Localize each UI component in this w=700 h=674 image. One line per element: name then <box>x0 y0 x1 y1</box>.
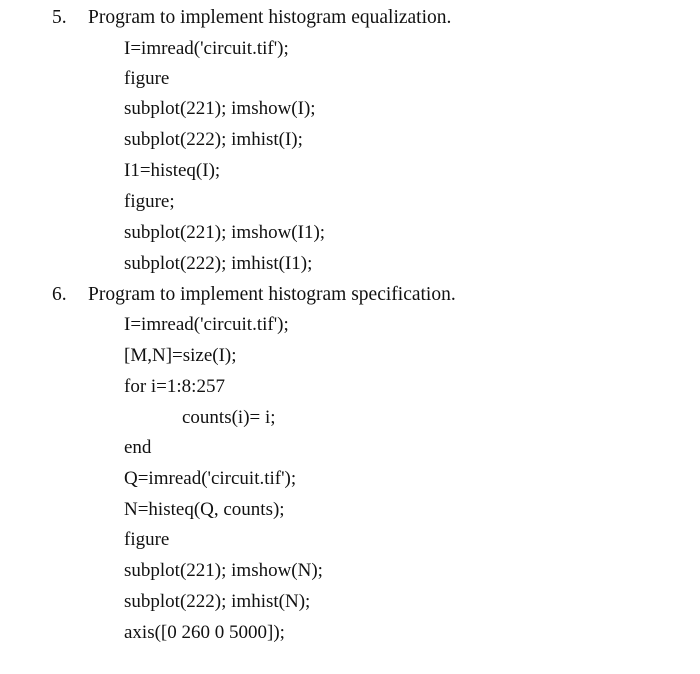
code-line: end <box>124 437 152 458</box>
code-line: I=imread('circuit.tif'); <box>124 38 289 59</box>
code-line: Q=imread('circuit.tif'); <box>124 468 297 489</box>
code-line: I=imread('circuit.tif'); <box>124 314 289 335</box>
section-5-title: Program to implement histogram equalization. <box>88 7 452 28</box>
section-6-number: 6. <box>52 284 67 305</box>
code-line: subplot(221); imshow(I1); <box>124 222 326 243</box>
code-line: figure <box>124 68 170 89</box>
code-line: I1=histeq(I); <box>124 160 221 181</box>
code-line: figure <box>124 529 170 550</box>
code-line: subplot(221); imshow(I); <box>124 98 316 119</box>
code-line: subplot(221); imshow(N); <box>124 560 323 581</box>
code-line: for i=1:8:257 <box>124 376 225 397</box>
code-line: figure; <box>124 191 175 212</box>
code-line: N=histeq(Q, counts); <box>124 499 285 520</box>
code-line: [M,N]=size(I); <box>124 345 237 366</box>
section-6-title: Program to implement histogram specification. <box>88 284 456 305</box>
code-line: subplot(222); imhist(N); <box>124 591 311 612</box>
section-5-number: 5. <box>52 7 67 28</box>
code-line: subplot(222); imhist(I1); <box>124 253 313 274</box>
code-line: subplot(222); imhist(I); <box>124 129 303 150</box>
section-6-heading <box>52 283 456 307</box>
section-5-heading <box>52 6 451 30</box>
code-line: counts(i)= i; <box>182 407 276 428</box>
code-line: axis([0 260 0 5000]); <box>124 622 285 643</box>
